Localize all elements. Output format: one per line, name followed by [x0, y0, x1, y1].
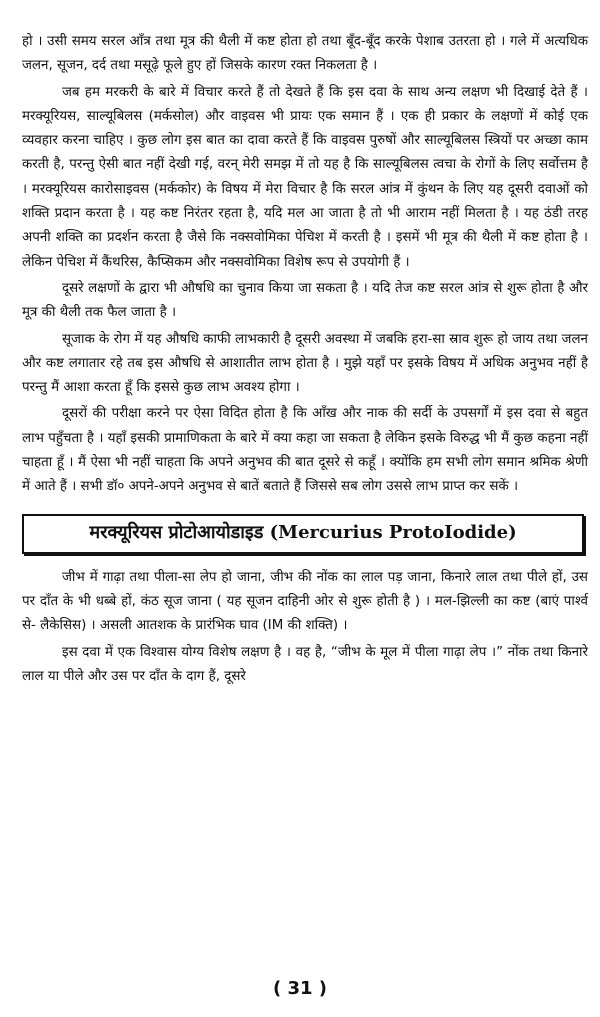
paragraph-experience: दूसरों की परीक्षा करने पर ऐसा विदित होता है कि आँख और नाक की सर्दी के उपसर्गों में इस दवा से बहुत लाभ पहुँचता है । यहाँ इसकी प्रामाणिकता के बारे में क्या कहा जा सकता है लेकिन इसके विरुद्ध भी मैं कुछ कहना नहीं चाहता हूँ । मैं ऐसा भी नहीं चाहता कि अपने अनुभव की बात दूसरे से कहूँ । क्योंकि हम सभी लोग समान श्रमिक श्रेणी में आते हैं । सभी डॉ० अपने-अपने अनुभव से बातें बताते हैं जिससे सब लोग उससे लाभ प्राप्त कर सकें । [22, 406, 588, 495]
paragraph-tongue-symptoms: जीभ में गाढ़ा तथा पीला-सा लेप हो जाना, जीभ की नोंक का लाल पड़ जाना, किनारे लाल तथा पीले हों, उस पर दाँत के भी धब्बे हों, कंठ सूज जाना ( यह सूजन दाहिनी ओर से शुरू होती है ) । मल-झिल्ली का कष्ट (बाएं पार्श्व से- लैकेसिस) । असली आतशक के प्रारंभिक घाव (IM की शक्ति) । [22, 569, 588, 634]
page-number: ( 31 ) [272, 978, 328, 999]
page-body [22, 30, 588, 689]
paragraph-continuation: हो । उसी समय सरल आँत्र तथा मूत्र की थैली में कष्ट होता हो तथा बूँद-बूँद करके पेशाब उतरता हो । गले में अत्यधिक जलन, सूजन, दर्द तथा मसूढ़े फूले हुए हों जिसके कारण रक्त निकलता है । [22, 34, 588, 74]
paragraph-gonorrhoea: सूजाक के रोग में यह औषधि काफी लाभकारी है दूसरी अवस्था में जबकि हरा-सा स्राव शुरू हो जाय तथा जलन और कष्ट लगातार रहे तब इस औषधि से आशातीत लाभ होता है । मुझे यहाँ पर इसके विषय में अधिक अनुभव नहीं है परन्तु मैं आशा करता हूँ कि इससे कुछ लाभ अवश्य होगा । [22, 331, 588, 396]
paragraph-other-symptoms: दूसरे लक्षणों के द्वारा भी औषधि का चुनाव किया जा सकता है । यदि तेज कष्ट सरल आंत्र से शुरू होता है और मूत्र की थैली तक फैल जाता है । [22, 280, 588, 321]
section-heading: मरक्यूरियस प्रोटोआयोडाइड (Mercurius ProtoIodide) [89, 521, 517, 543]
paragraph-special-symptom: इस दवा में एक विश्वास योग्य विशेष लक्षण है । वह है, “जीभ के मूल में पीला गाढ़ा लेप ।” नोंक तथा किनारे लाल या पीले और उस पर दाँत के दाग हैं, दूसरे [22, 644, 588, 684]
section-heading-box [22, 514, 584, 554]
paragraph-mercury-comparison: जब हम मरकरी के बारे में विचार करते हैं तो देखते हैं कि इस दवा के साथ अन्य लक्षण भी दिखाई देते हैं । मरक्यूरियस, साल्यूबिलस (मर्कसोल) और वाइवस भी प्रायः एक समान हैं । एक ही प्रकार के लक्षणों में कोई एक व्यवहार करना चाहिए । कुछ लोग इस बात का दावा करते हैं कि वाइवस पुरुषों और साल्यूबिलस स्त्रियों पर अच्छा काम करती है, परन्तु ऐसी बात नहीं देखी गई, वरन् मेरी समझ में तो यह है कि साल्यूबिलस त्वचा के रोगों के लिए सर्वोत्तम है । मरक्यूरियस कारोसाइवस (मर्ककोर) के विषय में मेरा विचार है कि सरल आंत्र में कुंथन के लिए यह दूसरी दवाओं को शक्ति प्रदान करता है । यह कष्ट निरंतर रहता है, यदि मल आ जाता है तो भी आराम नहीं मिलता है । यह ठंडी तरह अपनी शक्ति का प्रदर्शन करता है जैसे कि नक्सवोमिका पेचिश में करती है । इसमें भी मूत्र की थैली में कष्ट होता है । लेकिन पेचिश में कैंथरिस, कैप्सिकम और नक्सवोमिका विशेष रूप से उपयोगी हैं । [22, 84, 588, 270]
